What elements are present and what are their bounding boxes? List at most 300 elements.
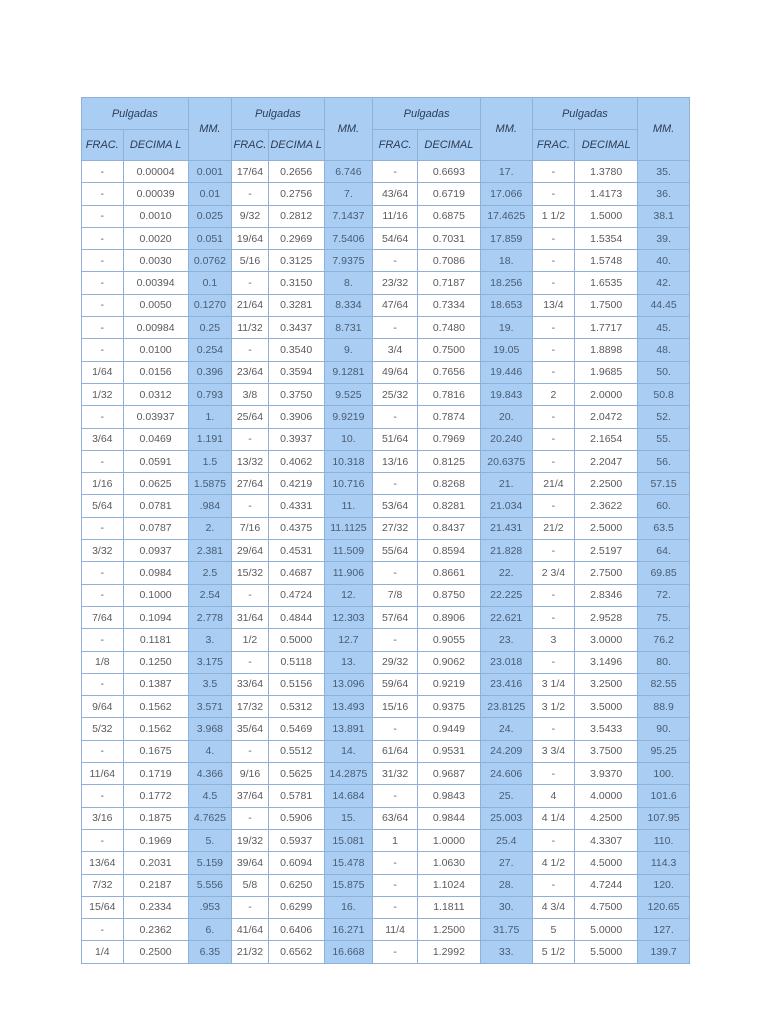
- mm-cell: 7.1437: [324, 205, 373, 227]
- decimal-cell: 0.9062: [417, 651, 480, 673]
- frac-cell: 3 1/4: [532, 673, 575, 695]
- decimal-cell: 0.03937: [123, 406, 188, 428]
- mm-cell: 23.8125: [480, 696, 532, 718]
- mm-cell: 9.1281: [324, 361, 373, 383]
- mm-cell: 63.5: [638, 517, 690, 539]
- frac-cell: 23/32: [373, 272, 418, 294]
- frac-cell: 9/32: [232, 205, 269, 227]
- decimal-cell: 0.0156: [123, 361, 188, 383]
- decimal-cell: 0.1772: [123, 785, 188, 807]
- frac-cell: 59/64: [373, 673, 418, 695]
- frac-cell: -: [373, 250, 418, 272]
- table-row: [82, 785, 690, 807]
- mm-header: MM.: [188, 98, 232, 161]
- decimal-cell: 2.5197: [575, 540, 638, 562]
- decimal-cell: 0.9687: [417, 763, 480, 785]
- frac-cell: 2: [532, 383, 575, 405]
- frac-cell: 41/64: [232, 919, 269, 941]
- mm-cell: 3.5: [188, 673, 232, 695]
- decimal-cell: 0.9219: [417, 673, 480, 695]
- frac-cell: 11/32: [232, 317, 269, 339]
- mm-cell: 21.034: [480, 495, 532, 517]
- decimal-cell: 1.3780: [575, 161, 638, 183]
- frac-cell: 9/16: [232, 763, 269, 785]
- frac-cell: 57/64: [373, 606, 418, 628]
- mm-cell: 2.381: [188, 540, 232, 562]
- mm-cell: 28.: [480, 874, 532, 896]
- frac-cell: -: [373, 785, 418, 807]
- frac-cell: -: [82, 294, 124, 316]
- mm-cell: 9.525: [324, 383, 373, 405]
- decimal-cell: 1.2992: [417, 941, 480, 963]
- frac-cell: 39/64: [232, 852, 269, 874]
- frac-cell: 29/64: [232, 540, 269, 562]
- frac-cell: 11/64: [82, 763, 124, 785]
- decimal-cell: 0.4724: [268, 584, 324, 606]
- frac-cell: -: [82, 317, 124, 339]
- decimal-cell: 0.2969: [268, 227, 324, 249]
- mm-cell: 39.: [638, 227, 690, 249]
- mm-cell: 3.175: [188, 651, 232, 673]
- frac-cell: 4: [532, 785, 575, 807]
- mm-cell: 22.621: [480, 606, 532, 628]
- frac-cell: 19/32: [232, 829, 269, 851]
- decimal-cell: 0.3594: [268, 361, 324, 383]
- decimal-cell: 0.0984: [123, 562, 188, 584]
- table-row: [82, 896, 690, 918]
- decimal-cell: 0.9843: [417, 785, 480, 807]
- frac-cell: -: [532, 250, 575, 272]
- frac-cell: -: [373, 317, 418, 339]
- frac-cell: -: [82, 183, 124, 205]
- decimal-cell: 0.6299: [268, 896, 324, 918]
- mm-cell: 19.05: [480, 339, 532, 361]
- mm-cell: 25.: [480, 785, 532, 807]
- decimal-cell: 1.7717: [575, 317, 638, 339]
- frac-cell: -: [82, 785, 124, 807]
- decimal-cell: 0.3281: [268, 294, 324, 316]
- decimal-cell: 0.8661: [417, 562, 480, 584]
- decimal-cell: 0.00039: [123, 183, 188, 205]
- frac-cell: 13/16: [373, 450, 418, 472]
- frac-cell: -: [82, 673, 124, 695]
- table-row: [82, 941, 690, 963]
- frac-cell: 17/32: [232, 696, 269, 718]
- decimal-cell: 0.4375: [268, 517, 324, 539]
- mm-cell: 10.: [324, 428, 373, 450]
- frac-cell: -: [82, 517, 124, 539]
- mm-cell: 69.85: [638, 562, 690, 584]
- frac-cell: -: [82, 205, 124, 227]
- mm-cell: 120.65: [638, 896, 690, 918]
- frac-header: FRAC.: [232, 130, 269, 161]
- mm-cell: 20.: [480, 406, 532, 428]
- decimal-cell: 0.1181: [123, 629, 188, 651]
- decimal-cell: 0.9449: [417, 718, 480, 740]
- frac-cell: -: [532, 829, 575, 851]
- frac-cell: 3/8: [232, 383, 269, 405]
- mm-cell: 0.25: [188, 317, 232, 339]
- decimal-cell: 0.8437: [417, 517, 480, 539]
- frac-cell: -: [232, 495, 269, 517]
- mm-cell: 95.25: [638, 740, 690, 762]
- decimal-cell: 0.6562: [268, 941, 324, 963]
- frac-cell: -: [232, 740, 269, 762]
- decimal-cell: 0.7874: [417, 406, 480, 428]
- decimal-cell: 0.8906: [417, 606, 480, 628]
- decimal-cell: 0.7086: [417, 250, 480, 272]
- table-row: [82, 317, 690, 339]
- frac-cell: 21/4: [532, 473, 575, 495]
- mm-cell: 12.: [324, 584, 373, 606]
- decimal-cell: 0.9844: [417, 807, 480, 829]
- decimal-cell: 0.7334: [417, 294, 480, 316]
- decimal-cell: 0.2334: [123, 896, 188, 918]
- table-row: [82, 294, 690, 316]
- decimal-cell: 4.0000: [575, 785, 638, 807]
- frac-cell: 4 1/2: [532, 852, 575, 874]
- decimal-cell: 0.5781: [268, 785, 324, 807]
- table-row: [82, 428, 690, 450]
- mm-cell: 44.45: [638, 294, 690, 316]
- inch-mm-conversion-table: [81, 97, 690, 964]
- decimal-cell: 0.00984: [123, 317, 188, 339]
- frac-cell: 13/4: [532, 294, 575, 316]
- mm-cell: 139.7: [638, 941, 690, 963]
- decimal-cell: 4.7500: [575, 896, 638, 918]
- table-row: [82, 339, 690, 361]
- mm-cell: 1.191: [188, 428, 232, 450]
- frac-cell: 5/32: [82, 718, 124, 740]
- frac-cell: 1/64: [82, 361, 124, 383]
- frac-cell: 43/64: [373, 183, 418, 205]
- mm-cell: 11.906: [324, 562, 373, 584]
- decimal-cell: 3.2500: [575, 673, 638, 695]
- frac-cell: -: [232, 896, 269, 918]
- decimal-cell: 2.0472: [575, 406, 638, 428]
- mm-cell: 12.303: [324, 606, 373, 628]
- mm-cell: 3.: [188, 629, 232, 651]
- frac-cell: -: [82, 250, 124, 272]
- decimal-cell: 0.2812: [268, 205, 324, 227]
- mm-cell: 5.: [188, 829, 232, 851]
- mm-cell: 12.7: [324, 629, 373, 651]
- table-row: [82, 473, 690, 495]
- decimal-cell: 0.3906: [268, 406, 324, 428]
- decimal-cell: 0.8281: [417, 495, 480, 517]
- frac-cell: -: [373, 874, 418, 896]
- decimal-cell: 4.5000: [575, 852, 638, 874]
- mm-header: MM.: [324, 98, 373, 161]
- mm-cell: 16.: [324, 896, 373, 918]
- mm-cell: 0.001: [188, 161, 232, 183]
- table-row: [82, 161, 690, 183]
- mm-cell: 72.: [638, 584, 690, 606]
- frac-cell: -: [532, 540, 575, 562]
- mm-cell: 6.: [188, 919, 232, 941]
- frac-cell: 21/64: [232, 294, 269, 316]
- decimal-cell: 0.6719: [417, 183, 480, 205]
- mm-cell: 9.9219: [324, 406, 373, 428]
- mm-cell: 0.1: [188, 272, 232, 294]
- table-row: [82, 919, 690, 941]
- decimal-cell: 2.0000: [575, 383, 638, 405]
- mm-cell: 24.: [480, 718, 532, 740]
- frac-cell: 3 3/4: [532, 740, 575, 762]
- table-row: [82, 517, 690, 539]
- frac-cell: 31/64: [232, 606, 269, 628]
- mm-cell: 9.: [324, 339, 373, 361]
- decimal-cell: 0.4219: [268, 473, 324, 495]
- decimal-cell: 4.2500: [575, 807, 638, 829]
- mm-cell: 25.003: [480, 807, 532, 829]
- mm-cell: 21.828: [480, 540, 532, 562]
- mm-cell: 82.55: [638, 673, 690, 695]
- mm-cell: 13.096: [324, 673, 373, 695]
- mm-cell: 0.01: [188, 183, 232, 205]
- mm-cell: 40.: [638, 250, 690, 272]
- decimal-cell: 0.5906: [268, 807, 324, 829]
- mm-cell: 15.081: [324, 829, 373, 851]
- mm-cell: 13.891: [324, 718, 373, 740]
- frac-cell: 33/64: [232, 673, 269, 695]
- mm-cell: 7.5406: [324, 227, 373, 249]
- decimal-cell: 0.1562: [123, 718, 188, 740]
- decimal-cell: 2.9528: [575, 606, 638, 628]
- decimal-cell: 0.2500: [123, 941, 188, 963]
- decimal-cell: 4.3307: [575, 829, 638, 851]
- table-row: [82, 250, 690, 272]
- decimal-cell: 2.1654: [575, 428, 638, 450]
- mm-cell: 101.6: [638, 785, 690, 807]
- decimal-cell: 0.0100: [123, 339, 188, 361]
- decimal-cell: 1.7500: [575, 294, 638, 316]
- mm-header: MM.: [638, 98, 690, 161]
- frac-cell: 29/32: [373, 651, 418, 673]
- mm-cell: 17.066: [480, 183, 532, 205]
- frac-header: FRAC.: [82, 130, 124, 161]
- decimal-cell: 0.5000: [268, 629, 324, 651]
- frac-cell: -: [532, 450, 575, 472]
- frac-cell: 21/2: [532, 517, 575, 539]
- table-row: [82, 183, 690, 205]
- decimal-header: DECIMAL: [575, 130, 638, 161]
- mm-cell: 25.4: [480, 829, 532, 851]
- frac-cell: 4 1/4: [532, 807, 575, 829]
- mm-cell: 1.: [188, 406, 232, 428]
- mm-cell: 3.968: [188, 718, 232, 740]
- decimal-cell: 0.9375: [417, 696, 480, 718]
- table-row: [82, 696, 690, 718]
- decimal-cell: 0.4844: [268, 606, 324, 628]
- table-row: [82, 584, 690, 606]
- mm-cell: 22.225: [480, 584, 532, 606]
- frac-cell: -: [82, 829, 124, 851]
- mm-cell: 8.: [324, 272, 373, 294]
- frac-cell: 13/64: [82, 852, 124, 874]
- decimal-cell: 1.5748: [575, 250, 638, 272]
- decimal-cell: 0.4331: [268, 495, 324, 517]
- frac-cell: -: [532, 718, 575, 740]
- frac-cell: 11/4: [373, 919, 418, 941]
- mm-cell: 7.: [324, 183, 373, 205]
- mm-cell: 13.493: [324, 696, 373, 718]
- frac-cell: -: [82, 272, 124, 294]
- frac-cell: 11/16: [373, 205, 418, 227]
- table-row: [82, 740, 690, 762]
- frac-cell: 27/64: [232, 473, 269, 495]
- pulgadas-header: Pulgadas: [532, 98, 638, 130]
- decimal-cell: 0.6875: [417, 205, 480, 227]
- decimal-cell: 0.1250: [123, 651, 188, 673]
- decimal-cell: 1.8898: [575, 339, 638, 361]
- decimal-header: DECIMA L: [268, 130, 324, 161]
- decimal-cell: 0.1387: [123, 673, 188, 695]
- frac-cell: -: [532, 406, 575, 428]
- frac-cell: 9/64: [82, 696, 124, 718]
- decimal-cell: 0.00004: [123, 161, 188, 183]
- decimal-cell: 1.2500: [417, 919, 480, 941]
- mm-cell: 3.571: [188, 696, 232, 718]
- frac-cell: 25/32: [373, 383, 418, 405]
- decimal-cell: 0.0781: [123, 495, 188, 517]
- frac-cell: -: [532, 584, 575, 606]
- mm-cell: 24.209: [480, 740, 532, 762]
- mm-cell: 0.1270: [188, 294, 232, 316]
- frac-cell: -: [373, 941, 418, 963]
- mm-cell: 31.75: [480, 919, 532, 941]
- decimal-cell: 0.1562: [123, 696, 188, 718]
- frac-cell: -: [232, 428, 269, 450]
- decimal-cell: 0.6094: [268, 852, 324, 874]
- mm-cell: 114.3: [638, 852, 690, 874]
- decimal-cell: 0.4531: [268, 540, 324, 562]
- frac-cell: -: [232, 584, 269, 606]
- table-row: [82, 651, 690, 673]
- mm-cell: 0.396: [188, 361, 232, 383]
- mm-cell: 6.746: [324, 161, 373, 183]
- frac-cell: -: [373, 896, 418, 918]
- mm-cell: 2.: [188, 517, 232, 539]
- frac-cell: -: [532, 361, 575, 383]
- decimal-cell: 1.9685: [575, 361, 638, 383]
- decimal-cell: 0.3150: [268, 272, 324, 294]
- decimal-cell: 2.2047: [575, 450, 638, 472]
- frac-cell: 25/64: [232, 406, 269, 428]
- decimal-cell: 1.0630: [417, 852, 480, 874]
- decimal-cell: 0.7500: [417, 339, 480, 361]
- frac-cell: -: [532, 495, 575, 517]
- frac-cell: -: [232, 183, 269, 205]
- decimal-cell: 1.0000: [417, 829, 480, 851]
- decimal-cell: 0.2362: [123, 919, 188, 941]
- mm-cell: 57.15: [638, 473, 690, 495]
- frac-cell: 17/64: [232, 161, 269, 183]
- frac-cell: -: [373, 473, 418, 495]
- decimal-cell: 0.0050: [123, 294, 188, 316]
- mm-cell: 23.018: [480, 651, 532, 673]
- frac-cell: -: [532, 161, 575, 183]
- decimal-cell: 0.0312: [123, 383, 188, 405]
- conversion-table-body: [82, 161, 690, 964]
- decimal-cell: 0.5625: [268, 763, 324, 785]
- frac-cell: 13/32: [232, 450, 269, 472]
- mm-cell: 24.606: [480, 763, 532, 785]
- table-row: [82, 629, 690, 651]
- decimal-cell: 0.0020: [123, 227, 188, 249]
- mm-cell: 13.: [324, 651, 373, 673]
- frac-cell: 1: [373, 829, 418, 851]
- decimal-cell: 0.8125: [417, 450, 480, 472]
- decimal-cell: 0.2187: [123, 874, 188, 896]
- mm-cell: 19.446: [480, 361, 532, 383]
- decimal-cell: 0.9055: [417, 629, 480, 651]
- decimal-cell: 0.0469: [123, 428, 188, 450]
- decimal-cell: 2.3622: [575, 495, 638, 517]
- decimal-cell: 0.2031: [123, 852, 188, 874]
- frac-cell: -: [232, 807, 269, 829]
- decimal-cell: 0.7031: [417, 227, 480, 249]
- frac-cell: 1/4: [82, 941, 124, 963]
- frac-cell: 5: [532, 919, 575, 941]
- frac-cell: -: [82, 339, 124, 361]
- frac-cell: 3: [532, 629, 575, 651]
- decimal-cell: 0.0030: [123, 250, 188, 272]
- mm-cell: 0.025: [188, 205, 232, 227]
- mm-cell: 100.: [638, 763, 690, 785]
- mm-cell: 0.0762: [188, 250, 232, 272]
- mm-cell: 17.: [480, 161, 532, 183]
- frac-cell: 5/8: [232, 874, 269, 896]
- table-row: [82, 562, 690, 584]
- mm-cell: 21.431: [480, 517, 532, 539]
- mm-cell: 15.: [324, 807, 373, 829]
- mm-cell: 38.1: [638, 205, 690, 227]
- frac-cell: -: [82, 227, 124, 249]
- mm-cell: 35.: [638, 161, 690, 183]
- pulgadas-header: Pulgadas: [232, 98, 324, 130]
- frac-cell: -: [373, 629, 418, 651]
- mm-cell: 22.: [480, 562, 532, 584]
- frac-cell: 1/16: [82, 473, 124, 495]
- decimal-cell: 2.8346: [575, 584, 638, 606]
- mm-cell: 90.: [638, 718, 690, 740]
- mm-cell: 36.: [638, 183, 690, 205]
- decimal-cell: 0.3437: [268, 317, 324, 339]
- decimal-cell: 2.7500: [575, 562, 638, 584]
- frac-cell: 5/16: [232, 250, 269, 272]
- frac-cell: 61/64: [373, 740, 418, 762]
- frac-cell: -: [82, 740, 124, 762]
- frac-cell: -: [373, 562, 418, 584]
- frac-cell: 19/64: [232, 227, 269, 249]
- mm-cell: 19.843: [480, 383, 532, 405]
- frac-cell: 3/64: [82, 428, 124, 450]
- decimal-cell: 0.2756: [268, 183, 324, 205]
- decimal-cell: 0.1675: [123, 740, 188, 762]
- frac-cell: 63/64: [373, 807, 418, 829]
- mm-cell: 4.366: [188, 763, 232, 785]
- mm-cell: 18.: [480, 250, 532, 272]
- mm-cell: 75.: [638, 606, 690, 628]
- mm-cell: 4.7625: [188, 807, 232, 829]
- mm-cell: 15.875: [324, 874, 373, 896]
- table-row: [82, 540, 690, 562]
- mm-cell: 8.334: [324, 294, 373, 316]
- frac-cell: -: [532, 183, 575, 205]
- mm-cell: 27.: [480, 852, 532, 874]
- decimal-cell: 0.3750: [268, 383, 324, 405]
